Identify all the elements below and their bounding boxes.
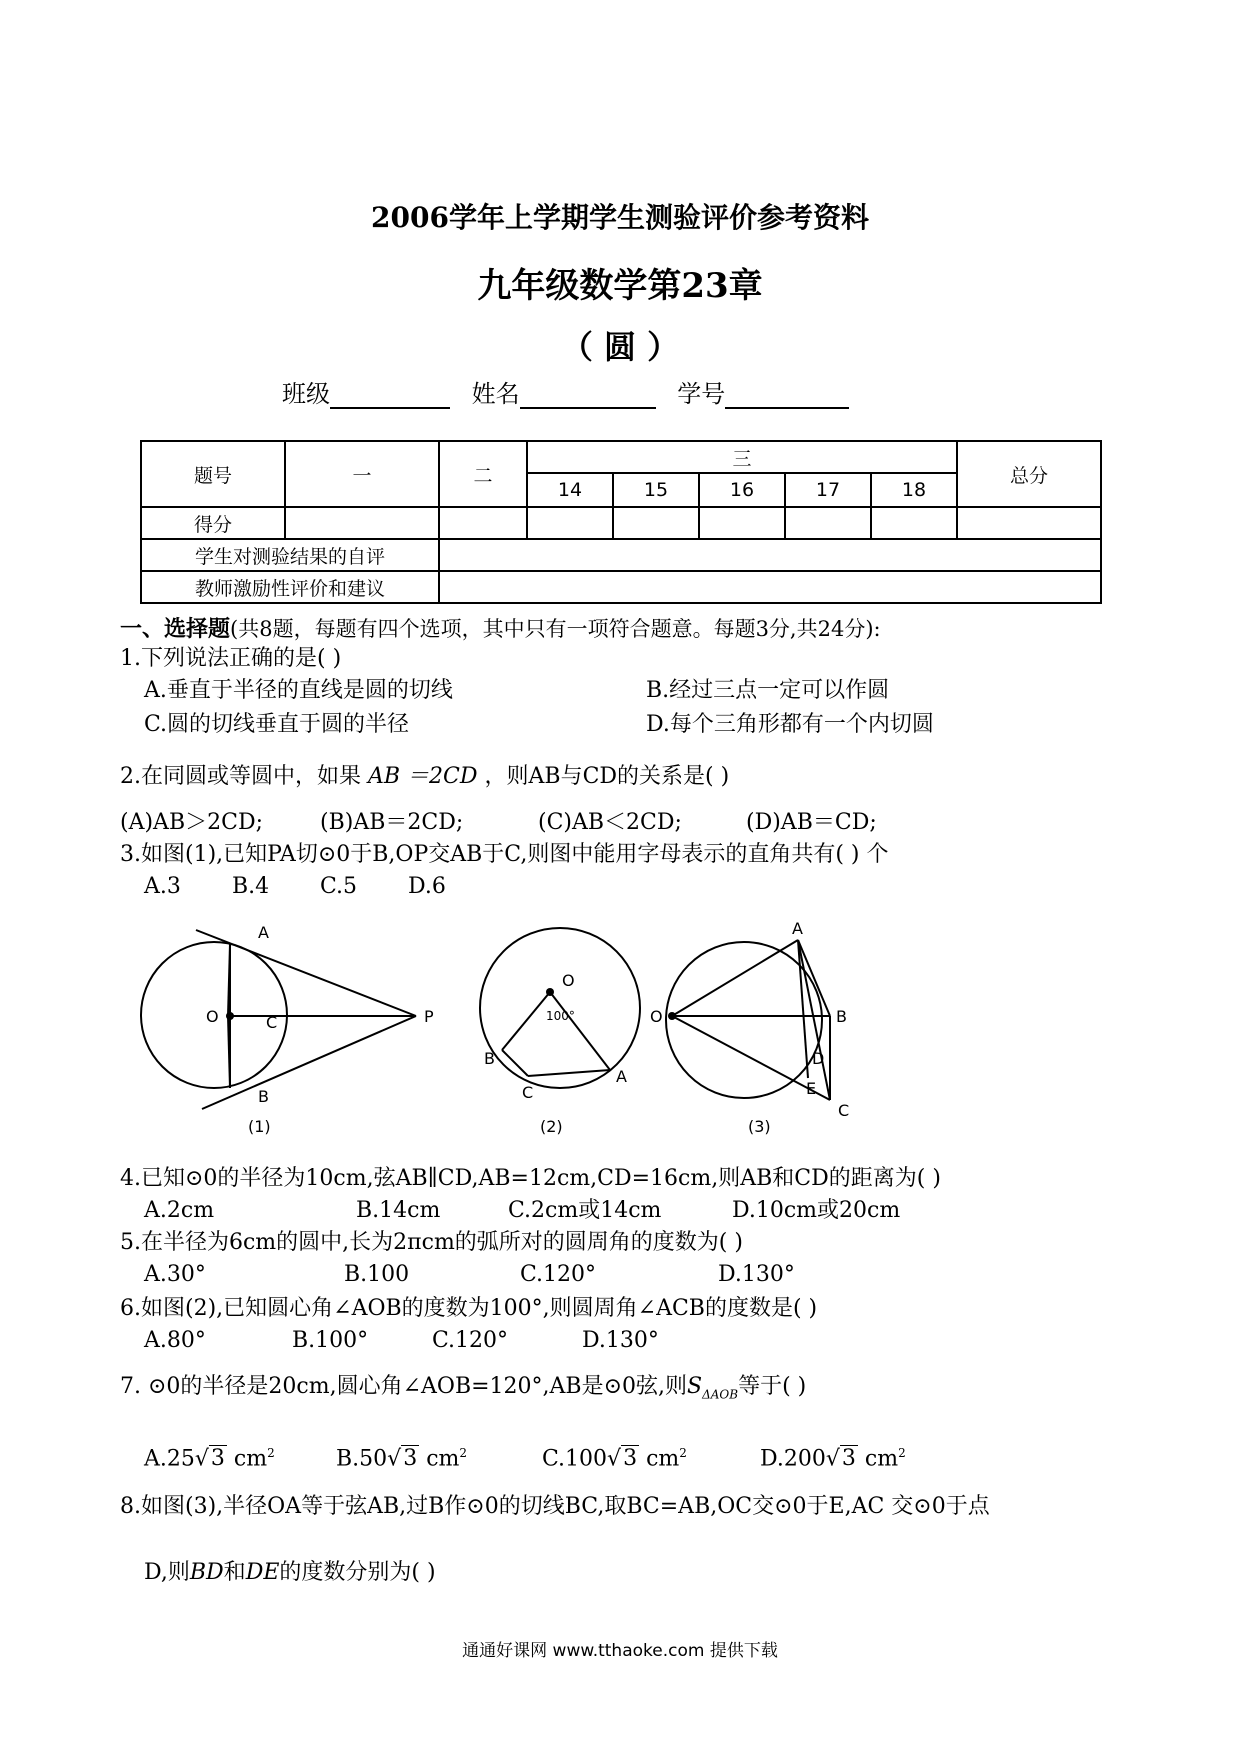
q2-stem — [120, 764, 729, 790]
q3-option-d: D.6 — [408, 874, 446, 899]
q1-option-c: C.圆的切线垂直于圆的半径 — [144, 712, 410, 737]
fig1-label-a: A — [258, 923, 269, 942]
q3-option-a: A.3 — [144, 874, 181, 899]
q7-d-sup: 2 — [898, 1446, 906, 1460]
header-total: 总分 — [957, 441, 1101, 507]
fig3-label-c: C — [838, 1101, 850, 1120]
q4-option-d: D.10cm或20cm — [732, 1198, 901, 1223]
q4-option-a: A.2cm — [144, 1198, 215, 1223]
q3-option-c: C.5 — [320, 874, 358, 899]
q8-post: 的度数分别为( ) — [279, 1560, 436, 1585]
q7-sub: ΔAOB — [702, 1387, 739, 1402]
figure-1 — [141, 930, 416, 1109]
q4-option-c: C.2cm或14cm — [508, 1198, 662, 1223]
q7-d-label: D.200 — [760, 1446, 826, 1472]
row-score-label: 得分 — [141, 507, 285, 539]
q6-option-d: D.130° — [582, 1328, 659, 1353]
q7-stem — [120, 1374, 806, 1402]
score-cell[interactable] — [699, 507, 785, 539]
q2-pre: 2.在同圆或等圆中，如果 — [120, 764, 361, 789]
score-cell[interactable] — [785, 507, 871, 539]
q7-s: S — [687, 1374, 703, 1399]
name-label: 姓名 — [471, 380, 520, 408]
q8-line2 — [144, 1560, 436, 1586]
name-blank[interactable] — [520, 383, 656, 409]
class-label: 班级 — [282, 380, 330, 408]
q3-option-b: B.4 — [232, 874, 270, 899]
score-cell[interactable] — [285, 507, 439, 539]
q7-c-sup: 2 — [679, 1446, 687, 1460]
header-section1: 一 — [285, 441, 439, 507]
fig3-caption: (3) — [748, 1117, 771, 1136]
q7-b-sup: 2 — [459, 1446, 468, 1460]
section-title: 一、选择题 — [120, 617, 231, 642]
header-q16: 16 — [699, 473, 785, 507]
q7-a-root: 3 — [210, 1446, 225, 1472]
q1-option-b: B.经过三点一定可以作圆 — [646, 678, 890, 703]
self-eval-cell[interactable] — [439, 539, 1101, 571]
q5-option-a: A.30° — [144, 1262, 206, 1287]
figure-3 — [666, 940, 830, 1100]
fig1-label-p: P — [424, 1007, 434, 1026]
fig2-label-b: B — [484, 1049, 495, 1068]
q7-b-root: 3 — [403, 1446, 418, 1472]
header-q14: 14 — [527, 473, 613, 507]
q7-d-unit: cm — [864, 1446, 899, 1472]
q7-option-d: D.200√3 $cm^2$ — [760, 1446, 906, 1472]
fig2-caption: (2) — [540, 1117, 563, 1136]
q7-option-b: B.50√3 $cm^2$ — [336, 1446, 468, 1472]
q2-option-a: (A)AB＞2CD; — [120, 810, 263, 835]
q7-option-a: A.25√3 $cm^2$ — [144, 1446, 275, 1472]
row-self-label: 学生对测验结果的自评 — [141, 539, 439, 571]
q7-b-unit: cm — [426, 1446, 460, 1472]
q8-arc-de: DE — [245, 1560, 280, 1585]
q8-pre: D,则 — [144, 1560, 190, 1585]
score-cell[interactable] — [527, 507, 613, 539]
fig2-label-a: A — [616, 1067, 627, 1086]
header-q15: 15 — [613, 473, 699, 507]
header-section2: 二 — [439, 441, 527, 507]
q7-a-sup: 2 — [267, 1446, 275, 1460]
chapter-title: （ 圆 ） — [560, 328, 680, 366]
fig1-label-c: C — [266, 1013, 278, 1032]
fig1-point-o — [226, 1012, 234, 1020]
row-teacher-label: 教师激励性评价和建议 — [141, 571, 439, 603]
fig3-label-a: A — [792, 920, 803, 938]
q7-c-unit: cm — [646, 1446, 680, 1472]
section-note: (共8题，每题有四个选项，其中只有一项符合题意。每题3分,共24分): — [230, 617, 881, 641]
number-label: 学号 — [677, 380, 726, 408]
q6-stem: 6.如图(2),已知圆心角∠AOB的度数为100°,则圆周角∠ACB的度数是( ) — [120, 1296, 818, 1321]
section-heading — [120, 612, 881, 643]
q7-c-root: 3 — [623, 1446, 638, 1472]
q8-and: 和 — [223, 1560, 246, 1585]
class-blank[interactable] — [330, 383, 450, 409]
fig3-label-b: B — [836, 1007, 847, 1026]
header-q17: 17 — [785, 473, 871, 507]
q7-a-unit: cm — [233, 1446, 268, 1472]
fig3-label-e: E — [806, 1079, 817, 1098]
q4-stem: 4.已知⊙0的半径为10cm,弦AB∥CD,AB=12cm,CD=16cm,则AB和CD的距离为( ) — [120, 1166, 941, 1191]
figure-2 — [480, 928, 640, 1088]
q8-arc-bd: BD — [189, 1560, 224, 1585]
q6-option-c: C.120° — [432, 1328, 509, 1353]
q6-option-b: B.100° — [292, 1328, 369, 1353]
fig1-label-o: O — [206, 1007, 219, 1026]
score-cell[interactable] — [613, 507, 699, 539]
q7-c-label: C.100 — [542, 1446, 608, 1472]
q5-option-b: B.100 — [344, 1262, 410, 1287]
teacher-eval-cell[interactable] — [439, 571, 1101, 603]
fig2-label-o: O — [562, 971, 575, 990]
score-table — [140, 440, 1102, 604]
header-tihao: 题号 — [141, 441, 285, 507]
q5-option-d: D.130° — [718, 1262, 795, 1287]
fig1-label-b: B — [258, 1087, 269, 1106]
header-section3: 三 — [527, 441, 957, 473]
q2-post: ，则AB与CD的关系是( ) — [484, 764, 730, 789]
q1-option-d: D.每个三角形都有一个内切圆 — [646, 712, 934, 737]
q2-option-b: (B)AB＝2CD; — [320, 810, 464, 835]
q2-option-d: (D)AB＝CD; — [746, 810, 877, 835]
q4-option-b: B.14cm — [356, 1198, 441, 1223]
score-cell[interactable] — [957, 507, 1101, 539]
q8-line1: 8.如图(3),半径OA等于弦AB,过B作⊙0的切线BC,取BC=AB,OC交⊙0于E,AC 交⊙0于点 — [120, 1494, 990, 1519]
q3-stem: 3.如图(1),已知PA切⊙0于B,OP交AB于C,则图中能用字母表示的直角共有( ) 个 — [120, 842, 889, 867]
fig3-point-o — [668, 1012, 676, 1020]
page-title: 2006学年上学期学生测验评价参考资料 — [371, 201, 869, 234]
student-info — [282, 374, 863, 409]
footer: 通通好课网 www.tthaoke.com 提供下载 — [462, 1641, 778, 1661]
fig2-angle: 100° — [546, 1009, 575, 1023]
fig3-label-d: D — [812, 1049, 825, 1068]
number-blank[interactable] — [725, 383, 849, 409]
q5-option-c: C.120° — [520, 1262, 597, 1287]
page-subtitle: 九年级数学第23章 — [477, 266, 763, 306]
score-cell[interactable] — [871, 507, 957, 539]
score-cell[interactable] — [439, 507, 527, 539]
header-q18: 18 — [871, 473, 957, 507]
q1-option-a: A.垂直于半径的直线是圆的切线 — [144, 678, 453, 703]
q2-option-c: (C)AB＜2CD; — [538, 810, 682, 835]
q7-d-root: 3 — [841, 1446, 856, 1472]
q7-a-label: A.25 — [144, 1446, 195, 1472]
geometry-figures — [140, 920, 900, 1140]
q2-equation: AB ＝2CD — [368, 764, 478, 789]
fig2-label-c: C — [522, 1083, 534, 1102]
q7-option-c: C.100√3 $cm^2$ — [542, 1446, 687, 1472]
q7-pre: 7. ⊙0的半径是20cm,圆心角∠AOB=120°,AB是⊙0弦,则 — [120, 1374, 688, 1399]
fig1-caption: (1) — [248, 1117, 271, 1136]
fig2-point-o — [546, 988, 554, 996]
q5-stem: 5.在半径为6cm的圆中,长为2πcm的弧所对的圆周角的度数为( ) — [120, 1230, 743, 1255]
q1-stem: 1.下列说法正确的是( ) — [120, 646, 342, 671]
fig3-label-o: O — [650, 1007, 663, 1026]
q6-option-a: A.80° — [144, 1328, 206, 1353]
q7-post: 等于( ) — [738, 1374, 807, 1399]
q7-b-label: B.50 — [336, 1446, 388, 1472]
